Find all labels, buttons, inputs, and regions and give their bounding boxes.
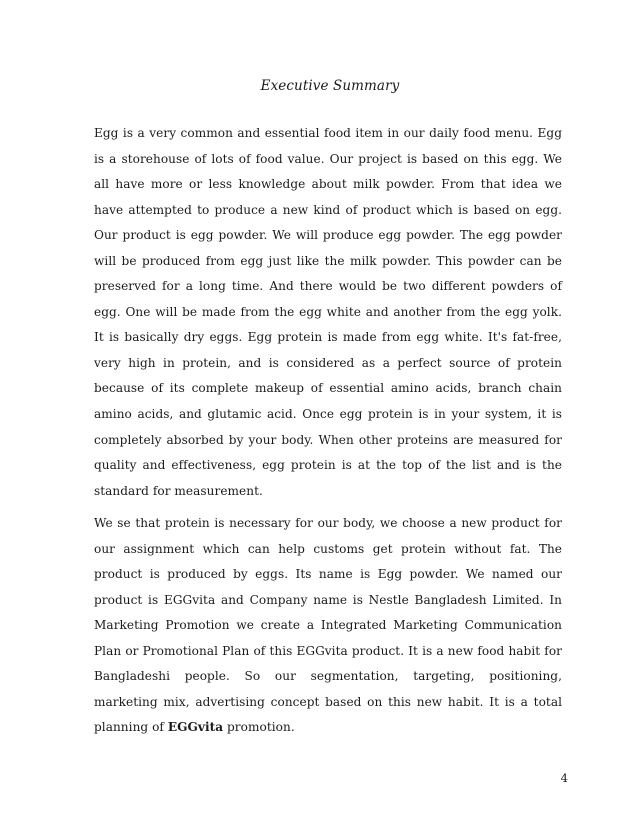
page-title: Executive Summary [260, 78, 400, 94]
summary-paragraph-1: Egg is a very common and essential food item in our daily food menu. Egg is a storehouse of lots of food value. Our project is based on this egg. We all have more or less knowledge about milk powder. From that idea we have attempted to produce a new kind of product which is based on egg. Our product is egg powder. We will produce egg powder. The egg powder will be produced from egg just like the milk powder. This powder can be preserved for a long time. And there would be two different powders of egg. One will be made from the egg white and another from the egg yolk. It is basically dry eggs. Egg protein is made from egg white. It's fat-free, very high in protein, and is considered as a perfect source of protein because of its complete makeup of essential amino acids, branch chain amino acids, and glutamic acid. Once egg protein is in your system, it is completely absorbed by your body. When other proteins are measured for quality and effectiveness, egg protein is at the top of the list and is the standard for measurement. [94, 126, 562, 498]
brand-name: EGGvita [167, 720, 224, 735]
summary-paragraph-2 [94, 511, 562, 741]
paragraph-2-end: promotion. [223, 720, 295, 735]
page-number: 4 [560, 771, 568, 785]
paragraph-2-text: We se that protein is necessary for our body, we choose a new product for our assignment which can help customs get protein without fat. The product is produced by eggs. Its name is Egg powder. We named our product is EGGvita and Company name is Nestle Bangladesh Limited. In Marketing Promotion we create a Integrated Marketing Communication Plan or Promotional Plan of this EGGvita product. It is a new food habit for Bangladeshi people. So our segmentation, targeting, positioning, marketing mix, advertising concept based on this new habit. It is a total planning of [94, 516, 562, 735]
